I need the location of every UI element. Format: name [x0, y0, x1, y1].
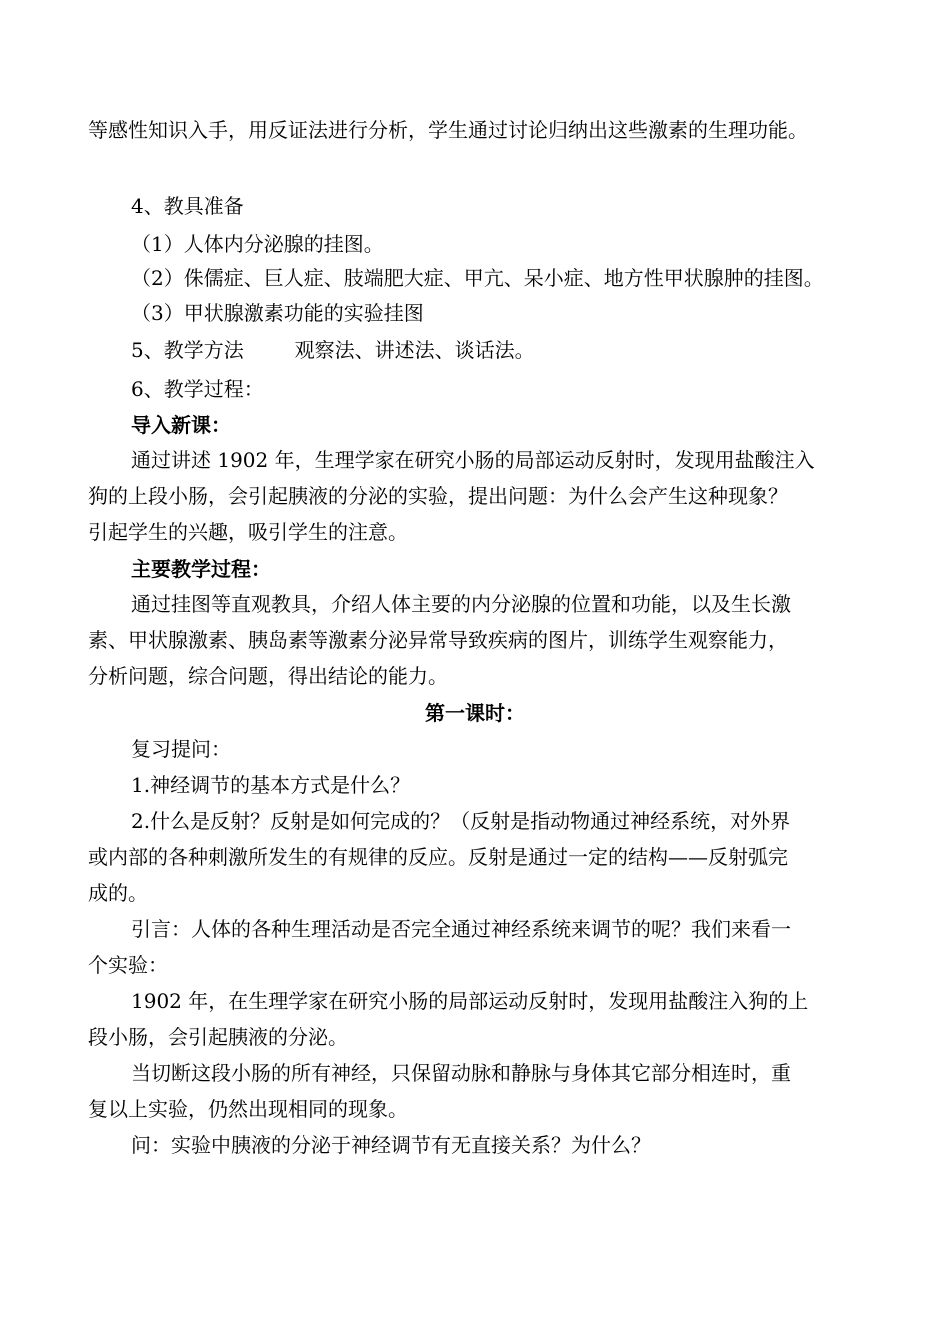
question-item: 1.神经调节的基本方式是什么？	[131, 773, 411, 797]
list-item: （1）人体内分泌腺的挂图。	[131, 232, 384, 256]
section-heading-teaching-methods: 5、教学方法 观察法、讲述法、谈话法。	[131, 338, 535, 362]
paragraph-line: 段小肠，会引起胰液的分泌。	[88, 1025, 348, 1049]
paragraph-line: 问：实验中胰液的分泌于神经调节有无直接关系？为什么？	[131, 1133, 651, 1157]
subheading-introduction: 导入新课：	[131, 413, 231, 437]
paragraph-line: 通过讲述 1902 年，生理学家在研究小肠的局部运动反射时，发现用盐酸注入	[131, 448, 815, 472]
section-heading-teaching-process: 6、教学过程：	[131, 377, 264, 401]
paragraph-line: 等感性知识入手，用反证法进行分析，学生通过讨论归纳出这些激素的生理功能。	[88, 118, 808, 142]
paragraph-line: 复习提问：	[131, 737, 231, 761]
list-item: （2）侏儒症、巨人症、肢端肥大症、甲亢、呆小症、地方性甲状腺肿的挂图。	[131, 266, 824, 290]
section-heading-teaching-aids: 4、教具准备	[131, 194, 244, 218]
paragraph-line: 分析问题，综合问题，得出结论的能力。	[88, 664, 448, 688]
lesson-title: 第一课时：	[425, 701, 525, 725]
question-item: 2.什么是反射？反射是如何完成的？（反射是指动物通过神经系统，对外界	[131, 809, 791, 833]
paragraph-line: 通过挂图等直观教具，介绍人体主要的内分泌腺的位置和功能，以及生长激	[131, 592, 791, 616]
paragraph-line: 或内部的各种刺激所发生的有规律的反应。反射是通过一定的结构——反射弧完	[88, 845, 788, 869]
paragraph-line: 引言：人体的各种生理活动是否完全通过神经系统来调节的呢？我们来看一	[131, 917, 791, 941]
paragraph-line: 素、甲状腺激素、胰岛素等激素分泌异常导致疾病的图片，训练学生观察能力，	[88, 628, 788, 652]
subheading-main-process: 主要教学过程：	[131, 557, 271, 581]
paragraph-line: 狗的上段小肠，会引起胰液的分泌的实验，提出问题：为什么会产生这种现象？	[88, 484, 788, 508]
paragraph-line: 引起学生的兴趣，吸引学生的注意。	[88, 520, 408, 544]
paragraph-line: 个实验：	[88, 953, 168, 977]
list-item: （3）甲状腺激素功能的实验挂图	[131, 301, 424, 325]
paragraph-line: 当切断这段小肠的所有神经，只保留动脉和静脉与身体其它部分相连时，重	[131, 1061, 791, 1085]
paragraph-line: 成的。	[88, 881, 148, 905]
paragraph-line: 1902 年，在生理学家在研究小肠的局部运动反射时，发现用盐酸注入狗的上	[131, 989, 809, 1013]
paragraph-line: 复以上实验，仍然出现相同的现象。	[88, 1097, 408, 1121]
